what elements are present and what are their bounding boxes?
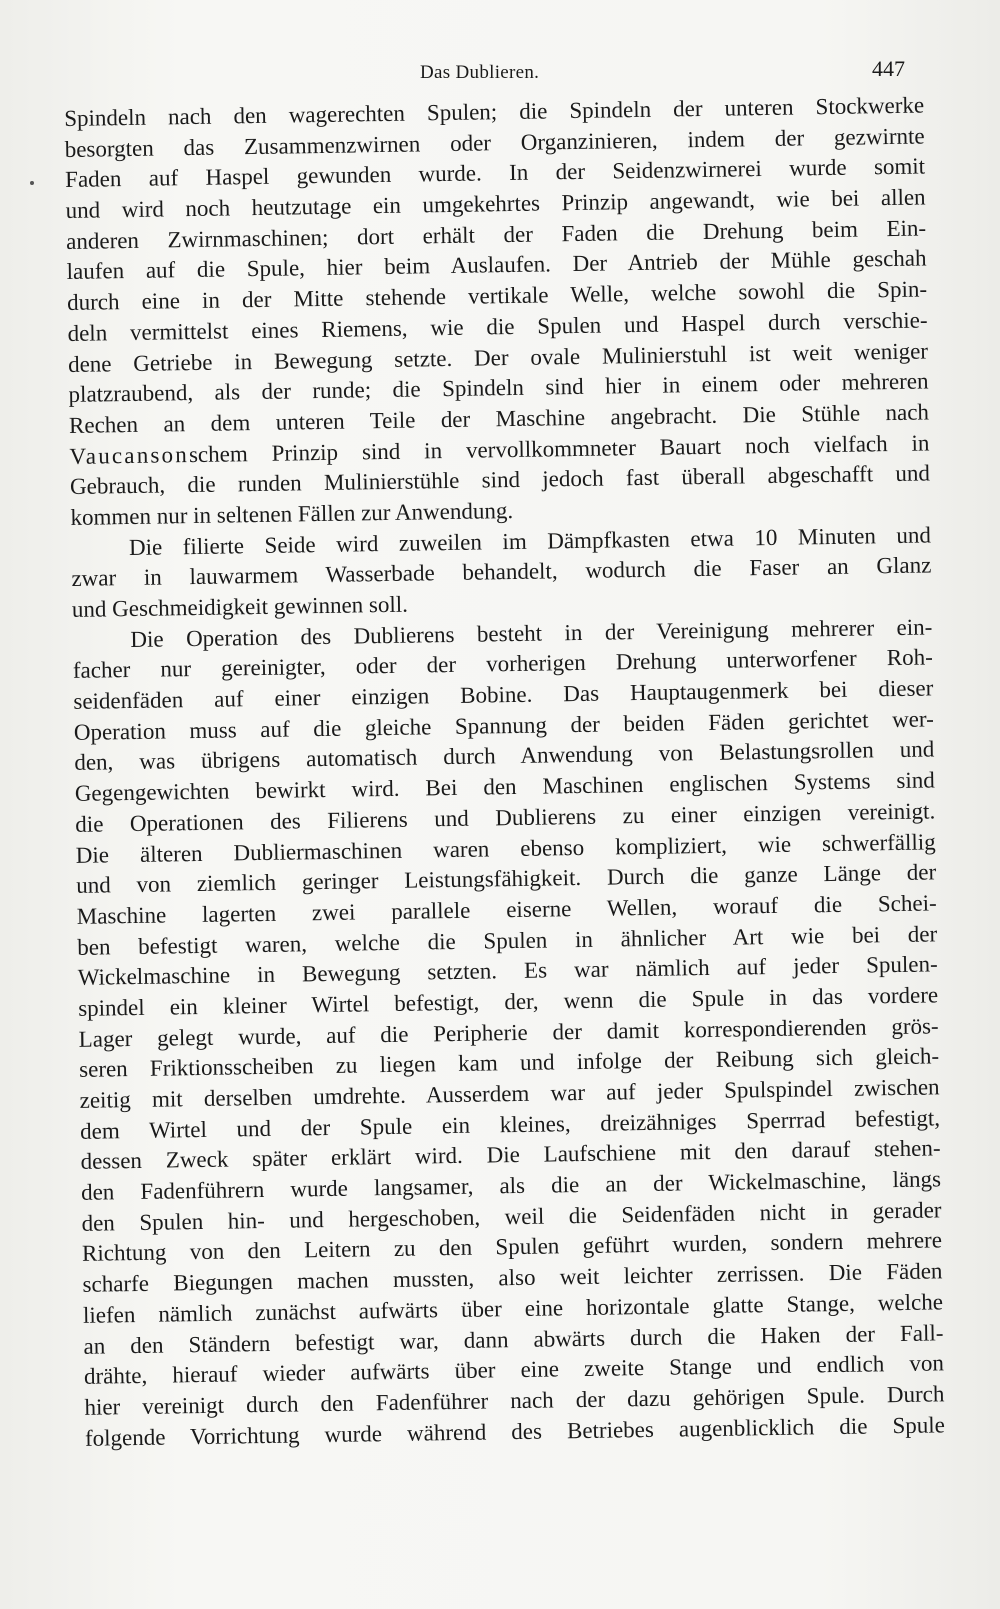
text-line: den Spulen hin- und hergeschoben, weil die Seidenfäden nicht in gerader bbox=[81, 1197, 942, 1236]
text-line: Die älteren Dubliermaschinen waren ebenso kompliziert, wie schwerfällig bbox=[75, 828, 936, 868]
text-line: folgende Vorrichtung wurde während des Betriebes augenblicklich die Spule bbox=[84, 1411, 946, 1451]
text-line: ben befestigt waren, welche die Spulen in ähnlicher Art wie bei der bbox=[77, 920, 938, 960]
text-line: Richtung von den Leitern zu den Spulen geführt wurden, sondern mehrere bbox=[81, 1227, 943, 1267]
text-line: deln vermittelst eines Riemens, wie die Spulen und Haspel durch verschie- bbox=[67, 307, 928, 346]
text-line: seidenfäden auf einer einzigen Bobine. Das Hauptaugenmerk bei dieser bbox=[73, 675, 934, 714]
page-number: 447 bbox=[872, 56, 905, 81]
text-line: dessen Zweck später erklärt wird. Die Laufschiene mit den darauf stehen- bbox=[80, 1135, 941, 1175]
text-line: Gegengewichten bewirkt wird. Bei den Maschinen englischen Systems sind bbox=[74, 767, 935, 807]
text-line: Lager gelegt wurde, auf die Peripherie der damit korrespondierenden grös- bbox=[78, 1013, 939, 1052]
text-line-rest: schem Prinzip sind in vervollkommneter Bauart noch vielfach in bbox=[188, 430, 930, 467]
text-line: die Operationen des Filierens und Dublierens zu einer einzigen vereinigt. bbox=[75, 798, 936, 837]
text-line: facher nur gereinigter, oder der vorherigen Drehung unterworfener Roh- bbox=[72, 644, 933, 684]
spaced-name: Vaucanson bbox=[69, 441, 190, 469]
text-line: Spindeln nach den wagerechten Spulen; die Spindeln der unteren Stockwerke bbox=[64, 92, 925, 131]
text-line: Wickelmaschine in Bewegung setzten. Es war nämlich auf jeder Spulen- bbox=[77, 951, 938, 991]
text-line: an den Ständern befestigt war, dann abwärts durch die Haken der Fall- bbox=[83, 1319, 944, 1359]
text-line: Operation muss auf die gleiche Spannung der beiden Fäden gerichtet wer- bbox=[73, 706, 934, 745]
text-line: platzraubend, als der runde; die Spindeln sind hier in einem oder mehreren bbox=[68, 368, 929, 408]
text-line: durch eine in der Mitte stehende vertikale Welle, welche sowohl die Spin- bbox=[66, 276, 928, 316]
text-line: Die filierte Seide wird zuweilen im Dämpfkasten etwa 10 Minuten und bbox=[128, 522, 932, 560]
text-line: Rechen an dem unteren Teile der Maschine angebracht. Die Stühle nach bbox=[68, 399, 930, 438]
text-line: und von ziemlich geringer Leistungsfähigkeit. Durch die ganze Länge der bbox=[76, 859, 937, 899]
text-line: dem Wirtel und der Spule ein kleines, dreizähniges Sperrrad befestigt, bbox=[79, 1105, 941, 1144]
text-line: den, was übrigens automatisch durch Anwendung von Belastungsrollen und bbox=[74, 736, 935, 776]
text-line: laufen auf die Spule, hier beim Auslaufen. Der Antrieb der Mühle geschah bbox=[66, 245, 927, 285]
text-line: den Fadenführern wurde langsamer, als die an der Wickelmaschine, längs bbox=[80, 1166, 942, 1205]
text-line: spindel ein kleiner Wirtel befestigt, der, wenn die Spule in das vordere bbox=[78, 982, 939, 1021]
text-line: zwar in lauwarmem Wasserbade behandelt, wodurch die Faser an Glanz bbox=[71, 552, 932, 592]
text-line: und Geschmeidigkeit gewinnen soll. bbox=[71, 591, 409, 622]
text-line: Gebrauch, die runden Mulinierstühle sind jedoch fast überall abgeschafft und bbox=[69, 460, 931, 500]
text-line: dene Getriebe in Bewegung setzte. Der ovale Mulinierstuhl ist weit weniger bbox=[67, 337, 929, 377]
margin-speck bbox=[30, 181, 34, 185]
text-line: anderen Zwirnmaschinen; dort erhält der Faden die Drehung beim Ein- bbox=[65, 215, 927, 254]
page-header bbox=[0, 56, 1000, 92]
text-line: zeitig mit derselben umdrehte. Ausserdem war auf jeder Spulspindel zwischen bbox=[79, 1074, 940, 1113]
text-line: seren Friktionsscheiben zu liegen kam und infolge der Reibung sich gleich- bbox=[78, 1043, 940, 1083]
text-line: liefen nämlich zunächst aufwärts über eine horizontale glatte Stange, welche bbox=[82, 1289, 944, 1328]
text-line: hier vereinigt durch den Fadenführer nach der dazu gehörigen Spule. Durch bbox=[84, 1381, 945, 1420]
text-line: Faden auf Haspel gewunden wurde. In der Seidenzwirnerei wurde somit bbox=[64, 153, 926, 193]
text-line: drähte, hierauf wieder aufwärts über eine zweite Stange und endlich von bbox=[83, 1350, 945, 1390]
text-line: und wird noch heutzutage ein umgekehrtes Prinzip angewandt, wie bei allen bbox=[65, 184, 926, 224]
text-line: besorgten das Zusammenzwirnen oder Organzinieren, indem der gezwirnte bbox=[64, 123, 925, 162]
body-text bbox=[64, 90, 945, 1454]
text-line: scharfe Biegungen machen mussten, also weit leichter zerrissen. Die Fäden bbox=[82, 1258, 943, 1297]
text-line: Die Operation des Dublierens besteht in der Vereinigung mehrerer ein- bbox=[130, 614, 933, 652]
text-line: kommen nur in seltenen Fällen zur Anwendung. bbox=[70, 497, 514, 530]
running-head: Das Dublieren. bbox=[420, 62, 540, 83]
text-line: Maschine lagerten zwei parallele eiserne Wellen, worauf die Schei- bbox=[76, 890, 937, 929]
